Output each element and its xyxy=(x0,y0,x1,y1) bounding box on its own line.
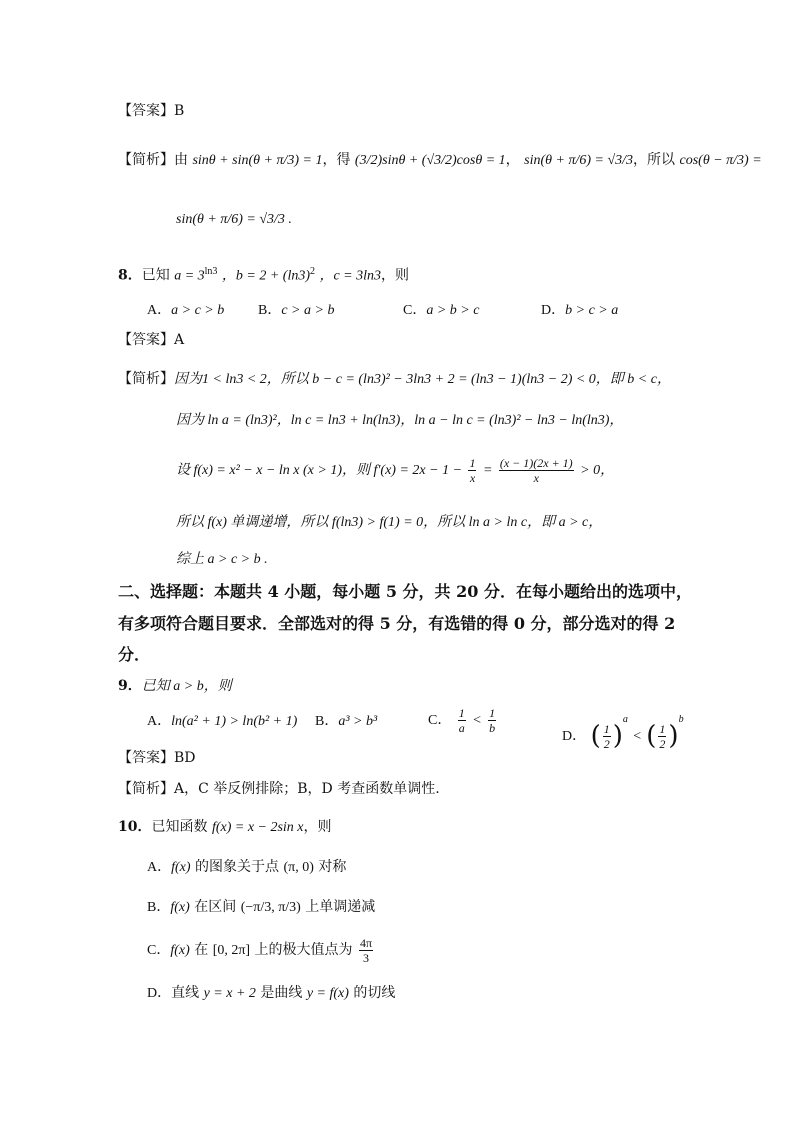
option-text: a > c > b xyxy=(171,303,225,318)
option-text: 的切线 xyxy=(348,985,396,1001)
fraction-numerator: 1 xyxy=(603,721,610,736)
math-expression: ，c = 3ln3 xyxy=(319,268,382,284)
fraction-denominator: x xyxy=(469,470,476,485)
question-8-option-d xyxy=(541,300,618,321)
option-label: D． xyxy=(147,986,172,1001)
section-2-heading-line-1: 二、选择题：本题共 4 小题，每小题 5 分，共 20 分．在每小题给出的选项中， xyxy=(118,582,692,601)
option-text: 上单调递减 xyxy=(300,899,376,915)
answer-8 xyxy=(118,330,184,350)
question-text: 已知 xyxy=(141,267,170,284)
question-text: 已知 a > b，则 xyxy=(141,679,232,694)
fraction-denominator: 2 xyxy=(659,736,666,751)
analysis-7-line-2 xyxy=(176,209,292,230)
math-operator: = xyxy=(482,463,493,478)
question-9-option-a xyxy=(147,711,297,732)
math-expression: ，b = 2 + (ln3) xyxy=(221,268,310,284)
math-expression: cos(θ − π/3) = xyxy=(679,153,762,168)
math-fraction xyxy=(499,456,574,485)
fraction-denominator: 2 xyxy=(603,736,610,751)
question-10-option-a xyxy=(147,857,346,878)
answer-value: BD xyxy=(174,750,196,766)
question-9-stem xyxy=(118,676,232,697)
math-expression: (π, 0) xyxy=(283,860,314,875)
math-operator: < xyxy=(472,713,482,728)
math-fraction xyxy=(468,456,476,485)
paren-open: ( xyxy=(646,721,657,751)
section-2-heading-line-2: 有多项符合题目要求．全部选对的得 5 分，有选错的得 0 分，部分选对的得 2 xyxy=(118,614,676,633)
analysis-8-line-4 xyxy=(176,512,602,533)
fraction-numerator: 1 xyxy=(469,455,476,470)
math-expression: 设 f(x) = x² − x − ln x (x > 1)，则 f′(x) = 2x − 1 − xyxy=(176,463,463,478)
answer-label: 【答案】 xyxy=(118,750,174,766)
option-label: B． xyxy=(258,303,282,318)
option-text: 的图象关于点 xyxy=(190,859,284,875)
answer-label: 【答案】 xyxy=(118,332,174,348)
option-text: 是曲线 xyxy=(255,985,307,1001)
option-text: 直线 xyxy=(171,985,204,1001)
option-label: D． xyxy=(562,729,587,744)
math-fraction xyxy=(488,706,496,735)
math-expression: > 0， xyxy=(580,463,615,478)
paren-open: ( xyxy=(590,721,601,751)
option-label: D． xyxy=(541,303,566,318)
option-text: a > b > c xyxy=(426,303,480,318)
question-text: ，则 xyxy=(381,267,410,284)
question-9-option-d xyxy=(562,702,684,755)
option-label: C． xyxy=(147,943,171,958)
option-text: 上的极大值点为 xyxy=(250,942,357,958)
section-2-heading-line-3: 分． xyxy=(118,645,151,664)
math-superscript: b xyxy=(678,714,684,725)
paren-close: ) xyxy=(612,721,623,751)
option-text: a³ > b³ xyxy=(338,714,378,729)
question-number: 9． xyxy=(118,678,142,694)
fraction-numerator: (x − 1)(2x + 1) xyxy=(499,455,573,470)
math-expression: 所以 f(x) 单调递增，所以 f(ln3) > f(1) = 0，所以 ln a > ln c，即 a > c， xyxy=(176,515,603,530)
analysis-text: ，所以 xyxy=(633,152,676,168)
math-expression: sinθ + sin(θ + π/3) = 1 xyxy=(192,153,323,168)
option-label: A． xyxy=(147,303,172,318)
fraction-numerator: 1 xyxy=(659,721,666,736)
math-fraction xyxy=(458,706,466,735)
analysis-text: ， xyxy=(505,152,520,168)
fraction-numerator: 4π xyxy=(360,935,373,950)
fraction-denominator: b xyxy=(489,720,496,735)
math-operator: < xyxy=(632,729,642,744)
question-number: 10． xyxy=(118,819,152,835)
option-label: C． xyxy=(428,713,452,728)
fraction-denominator: x xyxy=(533,470,539,485)
question-8-option-a xyxy=(147,300,224,321)
math-expression: sin(θ + π/6) = √3/3 . xyxy=(176,212,292,227)
question-8-option-b xyxy=(258,300,334,321)
analysis-8-line-3 xyxy=(176,448,614,493)
option-label: C． xyxy=(403,303,427,318)
answer-9 xyxy=(118,748,196,768)
option-text: 在区间 xyxy=(189,899,241,915)
option-text: ln(a² + 1) > ln(b² + 1) xyxy=(171,714,298,729)
question-8-option-c xyxy=(403,300,479,321)
math-fraction xyxy=(603,722,611,751)
question-10-option-c xyxy=(147,932,375,969)
math-expression: 因为 ln a = (ln3)²，ln c = ln3 + ln(ln3)，ln a − ln c = (ln3)² − ln3 − ln(ln3)， xyxy=(176,413,624,428)
analysis-label: 【简析】 xyxy=(118,152,174,168)
option-text: b > c > a xyxy=(565,303,619,318)
question-text: ，则 xyxy=(303,819,332,835)
math-expression: (3/2)sinθ + (√3/2)cosθ = 1 xyxy=(354,153,506,168)
question-number: 8． xyxy=(118,267,142,284)
answer-value: A xyxy=(174,332,185,348)
math-expression: f(x) = x − 2sin x xyxy=(211,820,304,835)
option-label: A． xyxy=(147,714,172,729)
fraction-denominator: 3 xyxy=(363,950,370,965)
math-expression: 因为1 < ln3 < 2，所以 b − c = (ln3)² − 3ln3 + 2 = (ln3 − 1)(ln3 − 2) < 0，即 b < c， xyxy=(174,372,671,387)
math-superscript: ln3 xyxy=(204,266,218,277)
math-fraction xyxy=(658,722,666,751)
option-text: 对称 xyxy=(313,859,347,875)
analysis-8-line-2 xyxy=(176,410,623,431)
answer-label: 【答案】 xyxy=(118,103,174,119)
math-superscript: 2 xyxy=(310,266,315,277)
math-expression: [0, 2π] xyxy=(212,943,251,958)
fraction-denominator: a xyxy=(458,720,465,735)
math-superscript: a xyxy=(622,714,628,725)
analysis-7-line-1 xyxy=(118,150,762,171)
option-label: B． xyxy=(147,900,171,915)
question-9-option-b xyxy=(315,711,377,732)
math-expression: (−π/3, π/3) xyxy=(240,900,301,915)
paren-close: ) xyxy=(668,721,679,751)
analysis-text: 由 xyxy=(174,152,188,168)
math-expression: sin(θ + π/6) = √3/3 xyxy=(524,153,634,168)
question-text: 已知函数 xyxy=(151,819,208,835)
option-text: c > a > b xyxy=(281,303,335,318)
math-expression: f(x) xyxy=(171,860,191,875)
question-9-option-c xyxy=(428,702,498,739)
math-expression: 综上 a > c > b . xyxy=(176,552,268,567)
option-label: B． xyxy=(315,714,339,729)
question-10-option-b xyxy=(147,897,375,918)
analysis-8-line-1 xyxy=(118,369,671,390)
math-expression: f(x) xyxy=(170,943,190,958)
fraction-numerator: 1 xyxy=(489,705,496,720)
math-expression: y = f(x) xyxy=(306,986,349,1001)
analysis-label: 【简析】 xyxy=(118,371,174,387)
analysis-label: 【简析】 xyxy=(118,781,174,797)
analysis-text: ，得 xyxy=(322,152,351,168)
answer-value: B xyxy=(174,103,185,119)
question-8-stem xyxy=(118,262,409,287)
math-expression: f(x) xyxy=(170,900,190,915)
option-label: A． xyxy=(147,860,172,875)
analysis-9 xyxy=(118,779,440,799)
answer-7 xyxy=(118,101,184,121)
math-fraction xyxy=(359,936,373,965)
analysis-text: A，C 举反例排除；B，D 考查函数单调性. xyxy=(174,781,440,797)
math-expression: a = 3 xyxy=(174,268,205,284)
fraction-numerator: 1 xyxy=(458,705,465,720)
option-text: 在 xyxy=(189,942,213,958)
math-expression: y = x + 2 xyxy=(203,986,256,1001)
question-10-stem xyxy=(118,817,332,838)
analysis-8-line-5 xyxy=(176,549,268,570)
question-10-option-d xyxy=(147,983,395,1004)
